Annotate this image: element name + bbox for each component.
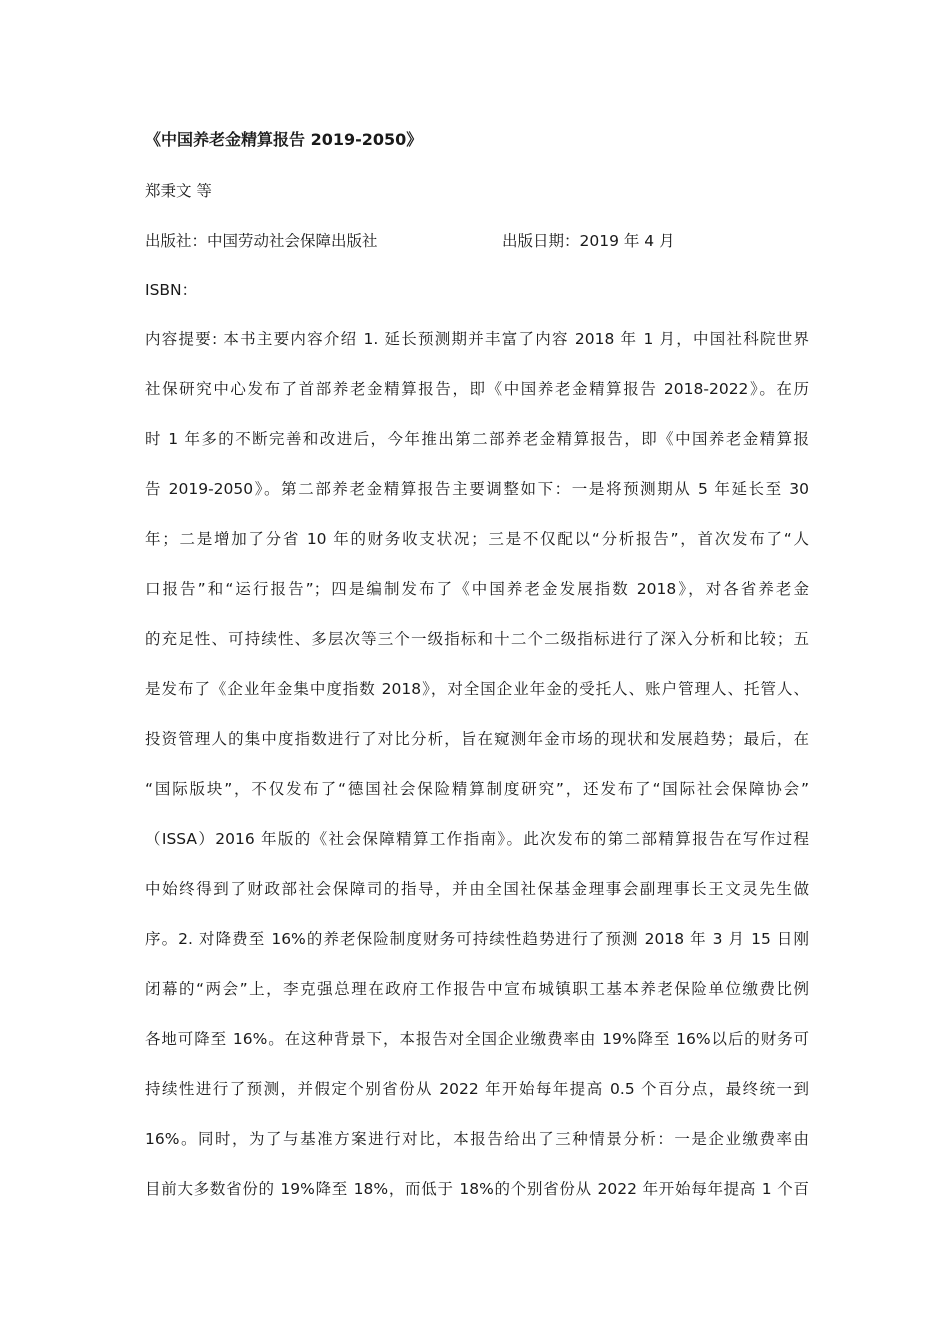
- summary-line: 内容提要: 本书主要内容介绍 1. 延长预测期并丰富了内容 2018 年 1 月，中国社科院世界: [145, 330, 809, 348]
- summary-line: 闭幕的“两会”上，李克强总理在政府工作报告中宣布城镇职工基本养老保险单位缴费比例: [145, 980, 809, 998]
- summary-line: 口报告”和“运行报告”；四是编制发布了《中国养老金发展指数 2018》，对各省养老金: [145, 580, 809, 598]
- summary-line: 是发布了《企业年金集中度指数 2018》，对全国企业年金的受托人、账户管理人、托管人、: [145, 680, 809, 698]
- summary-line: 告 2019-2050》。第二部养老金精算报告主要调整如下：一是将预测期从 5 年延长至 30: [145, 480, 809, 498]
- summary-line: 投资管理人的集中度指数进行了对比分析，旨在窥测年金市场的现状和发展趋势；最后，在: [145, 730, 809, 748]
- summary-line: 年；二是增加了分省 10 年的财务收支状况；三是不仅配以“分析报告”，首次发布了“人: [145, 530, 809, 548]
- publication-date: 出版日期：2019 年 4 月: [502, 232, 675, 250]
- summary-line: 时 1 年多的不断完善和改进后，今年推出第二部养老金精算报告，即《中国养老金精算报: [145, 430, 809, 448]
- publication-info-row: [145, 230, 845, 252]
- summary-line: 的充足性、可持续性、多层次等三个一级指标和十二个二级指标进行了深入分析和比较；五: [145, 630, 809, 648]
- isbn: ISBN：: [145, 281, 198, 299]
- summary-line: “国际版块”，不仅发布了“德国社会保险精算制度研究”，还发布了“国际社会保障协会”: [145, 780, 809, 798]
- summary-line: 中始终得到了财政部社会保障司的指导，并由全国社保基金理事会副理事长王文灵先生做: [145, 880, 809, 898]
- summary-line: 社保研究中心发布了首部养老金精算报告，即《中国养老金精算报告 2018-2022》。在历: [145, 380, 809, 398]
- summary-line: 持续性进行了预测，并假定个别省份从 2022 年开始每年提高 0.5 个百分点，最终统一到: [145, 1080, 809, 1098]
- publisher: 出版社：中国劳动社会保障出版社: [145, 232, 378, 250]
- summary-line: 16%。同时，为了与基准方案进行对比，本报告给出了三种情景分析：一是企业缴费率由: [145, 1130, 809, 1148]
- summary-line: 序。2. 对降费至 16%的养老保险制度财务可持续性趋势进行了预测 2018 年 3 月 15 日刚: [145, 930, 809, 948]
- book-title: 《中国养老金精算报告 2019-2050》: [145, 130, 423, 149]
- summary-line: 目前大多数省份的 19%降至 18%，而低于 18%的个别省份从 2022 年开始每年提高 1 个百: [145, 1180, 809, 1198]
- book-author: 郑秉文 等: [145, 182, 212, 200]
- summary-line: （ISSA）2016 年版的《社会保障精算工作指南》。此次发布的第二部精算报告在写作过程: [145, 830, 809, 848]
- summary-line: 各地可降至 16%。在这种背景下，本报告对全国企业缴费率由 19%降至 16%以后的财务可: [145, 1030, 809, 1048]
